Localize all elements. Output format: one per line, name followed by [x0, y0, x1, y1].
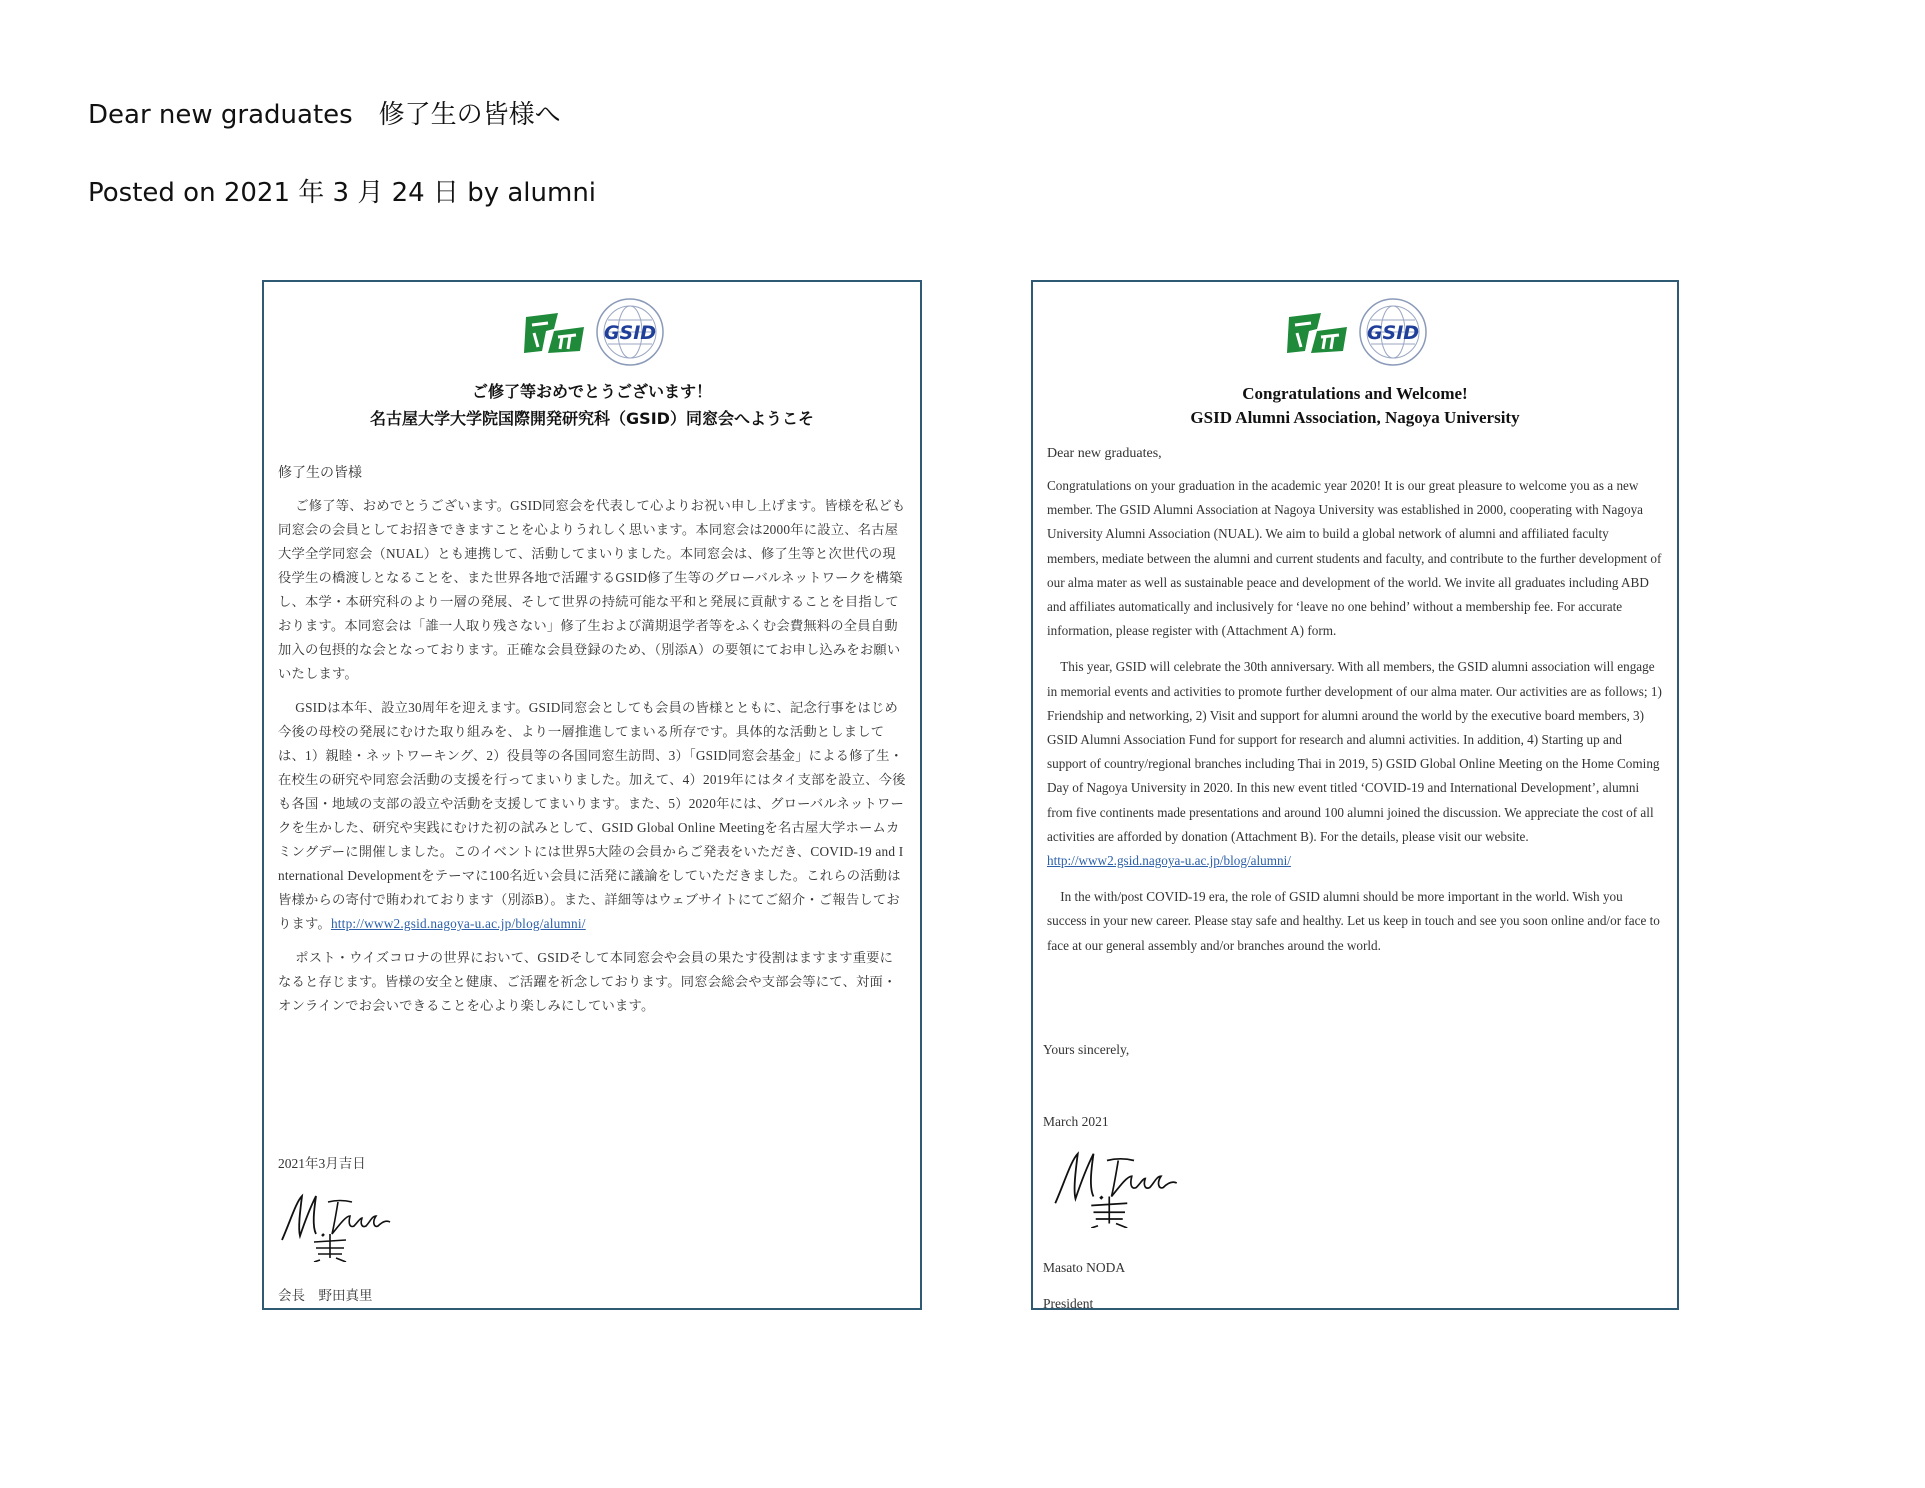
letter-en-paragraph-3: In the with/post COVID-19 era, the role of GSID alumni should be more important in the world. Wish you success in your new career. Please stay safe and healthy. Let us keep in touch and see you soon online and/or face to face at our general assembly and/or branches around the world. [1047, 889, 1660, 953]
letter-ja-title-line2: 名古屋大学大学院国際開発研究科（GSID）同窓会へようこそ [370, 409, 814, 428]
logo-row [1047, 292, 1663, 372]
author-link[interactable]: alumni [507, 178, 597, 208]
letter-ja-paragraph-3: ポスト・ウイズコロナの世界において、GSIDそして本同窓会や会員の果たす役割はますます重要になると存じます。皆様の安全と健康、ご活躍を祈念しております。同窓会総会や支部会等にて、対面・オンラインでお会いできることを心より楽しみにしています。 [278, 950, 897, 1013]
letter-ja-website-link[interactable]: http://www2.gsid.nagoya-u.ac.jp/blog/alumni/ [330, 916, 586, 931]
letter-japanese [262, 280, 922, 1310]
letter-ja-date: 2021年3月吉日 [278, 1156, 366, 1171]
letter-ja-paragraph-2-text: GSIDは本年、設立30周年を迎えます。GSID同窓会としても会員の皆様とともに、記念行事をはじめ今後の母校の発展にむけた取り組みを、より一層推進してまいる所存です。具体的な活動としましては、1）親睦・ネットワーキング、2）役員等の各国同窓生訪問、3）「GSID同窓会基金」による修了生・在校生の研究や同窓会活動の支援を行ってまいりました。加えて、4）2019年にはタイ支部を設立、今後も各国・地域の支部の設立や活動を支援してまいります。また、5）2020年には、グローバルネットワークを生かした、研究や実践にむけた初の試みとして、GSID Global Online Meetingを名古屋大学ホームカミングデーに開催しました。このイベントには世界5大陸の会員からご発表をいただき、COVID-19 and International Developmentをテーマに100名近い会員に活発に議論をしていただきました。これらの活動は皆様からの寄付で賄われております（別添B）。また、詳細等はウェブサイトにてご紹介・ご報告しております。 [278, 700, 906, 931]
letter-en-paragraph-2 [1047, 655, 1663, 873]
letter-en-title-line1: Congratulations and Welcome! [1242, 384, 1468, 403]
letter-english [1031, 280, 1679, 1310]
signature-icon [276, 1182, 396, 1262]
letter-ja-title-line1: ご修了等おめでとうございます！ [471, 382, 712, 401]
nagoya-alumni-logo-icon [1281, 307, 1353, 357]
letter-ja-president: 会長 野田真里 [278, 1288, 373, 1303]
letter-en-website-link[interactable]: http://www2.gsid.nagoya-u.ac.jp/blog/alumni/ [1047, 853, 1291, 869]
letter-en-salutation: Dear new graduates, [1047, 446, 1162, 461]
gsid-globe-logo-icon [594, 296, 666, 368]
letter-en-paragraph-1: Congratulations on your graduation in the academic year 2020! It is our great pleasure to welcome you as a new member. The GSID Alumni Association at Nagoya University was established in 2000, cooperating with Nagoya University Alumni Association (NUAL). We aim to build a global network of alumni and affiliated faculty members, mediate between the alumni and current students and faculty, and contribute to the further development of our alma mater as well as sustainable peace and development of the world. We invite all graduates including ABD and affiliates automatically and inclusively for ‘leave no one behind’ without a membership fee. For accurate information, please register with (Attachment A) form. [1047, 478, 1662, 639]
letter-ja-title [278, 378, 906, 432]
letter-en-paragraph-2-text: This year, GSID will celebrate the 30th anniversary. With all members, the GSID alumni association will engage in memorial events and activities to promote further development of our alma mater. Our activities are as follows; 1) Friendship and networking, 2) Visit and support for alumni around the world by the executive board members, 3) GSID Alumni Association Fund for support for research and alumni activities. In addition, 4) Starting up and support of country/regional branches including Thai in 2019, 5) GSID Global Online Meeting on the Home Coming Day of Nagoya University in 2020. In this new event titled ‘COVID-19 and International Development’, alumni from five continents made presentations and around 100 alumni joined the discussion. We appreciate the cost of all activities are afforded by donation (Attachment B). For the details, please visit our website. [1047, 659, 1662, 844]
post-meta [88, 172, 596, 209]
letter-en-date: March 2021 [1043, 1114, 1109, 1129]
nagoya-alumni-logo-icon [518, 307, 590, 357]
letter-ja-salutation: 修了生の皆様 [278, 466, 362, 481]
letter-en-title [1047, 382, 1663, 430]
gsid-logo-text: GSID [603, 322, 657, 344]
letter-ja-paragraph-2 [278, 696, 906, 936]
letter-en-closing: Yours sincerely, [1043, 1042, 1130, 1057]
post-title: Dear new graduates 修了生の皆様へ [88, 100, 561, 130]
signature-icon [1041, 1138, 1191, 1228]
letter-en-signatory-name: Masato NODA [1043, 1260, 1126, 1275]
logo-row [278, 292, 906, 372]
post-date: Posted on 2021 年 3 月 24 日 by [88, 178, 508, 208]
letter-ja-paragraph-1: ご修了等、おめでとうございます。GSID同窓会を代表して心よりお祝い申し上げます。皆様を私ども同窓会の会員としてお招きできますことを心よりうれしく思います。本同窓会は2000年に設立、名古屋大学全学同窓会（NUAL）とも連携して、活動してまいりました。本同窓会は、修了生等と次世代の現役学生の橋渡しとなることを、また世界各地で活躍するGSID修了生等のグローバルネットワークを構築し、本学・本研究科のより一層の発展、そして世界の持続可能な平和と発展に貢献することを目指しております。本同窓会は「誰一人取り残さない」修了生および満期退学者等をふくむ会費無料の全員自動加入の包摂的な会となっております。正確な会員登録のため、（別添A）の要領にてお申し込みをお願いいたします。 [278, 498, 906, 681]
gsid-globe-logo-icon [1357, 296, 1429, 368]
gsid-logo-text: GSID [1366, 322, 1420, 344]
letter-en-signatory-title: President [1043, 1296, 1094, 1310]
letter-en-title-line2: GSID Alumni Association, Nagoya University [1190, 408, 1520, 427]
